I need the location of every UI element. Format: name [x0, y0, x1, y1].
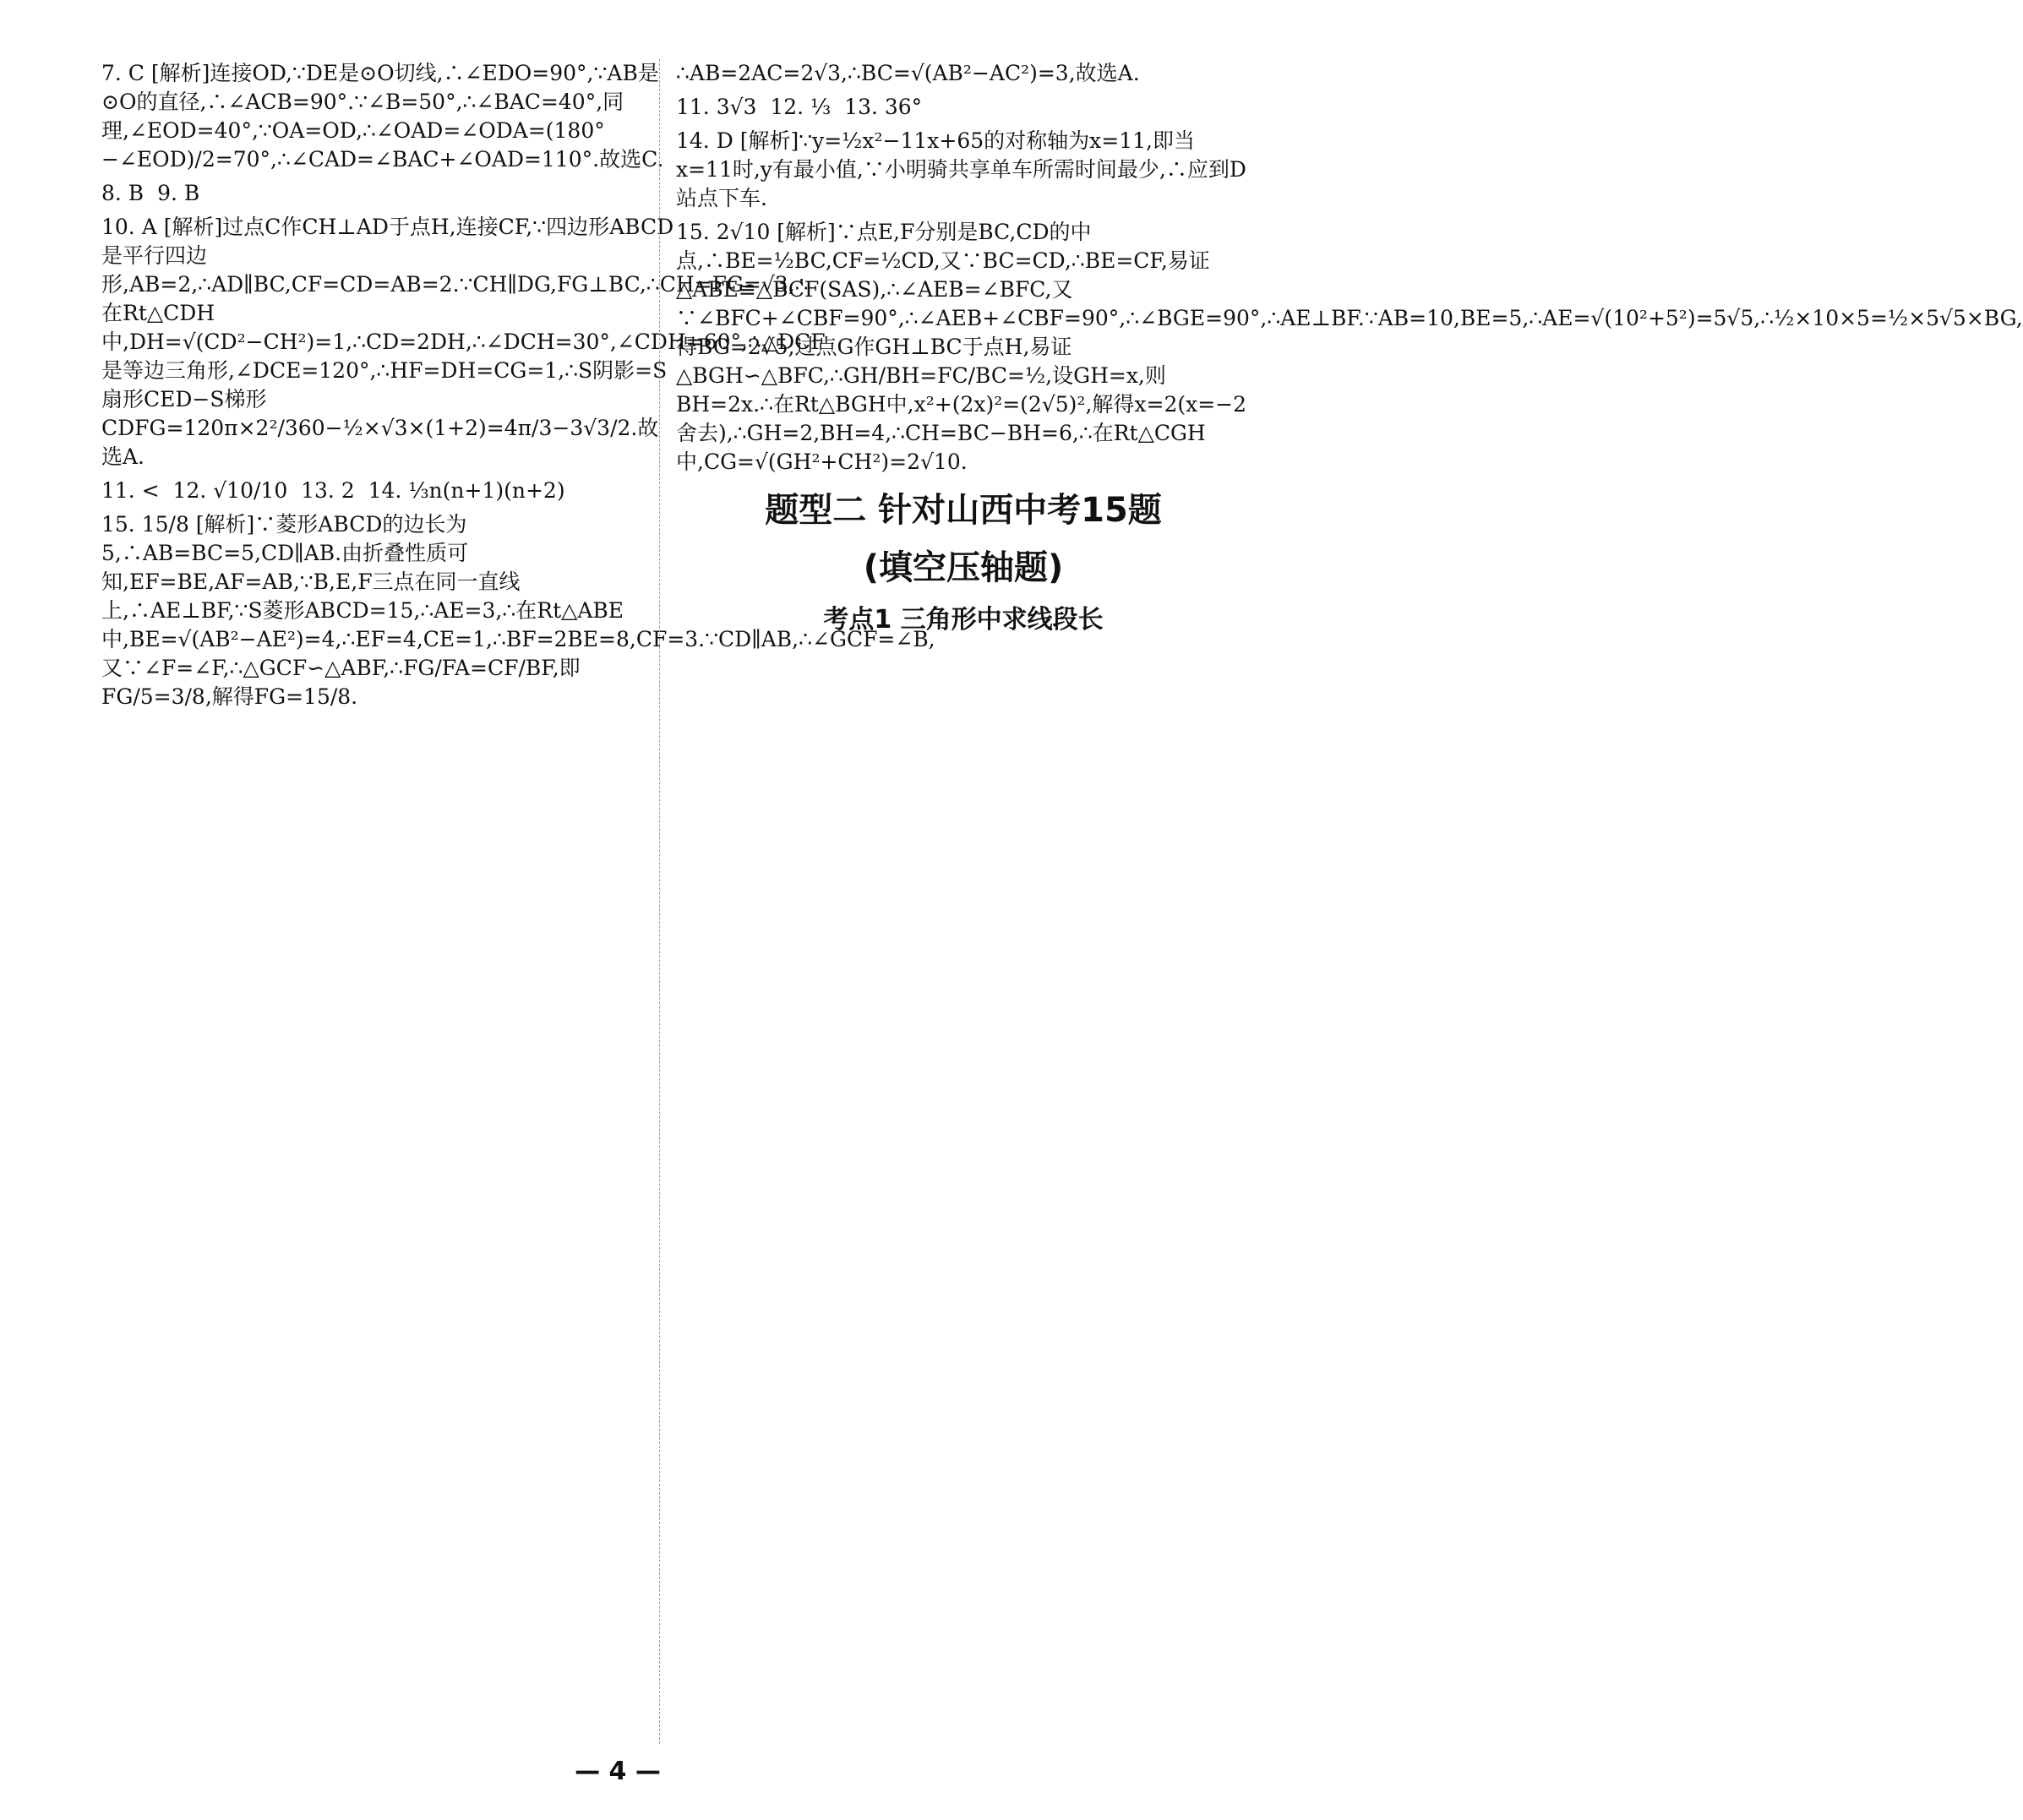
section-subtitle: (填空压轴题) [863, 548, 1064, 587]
solution-item: 15. 15/8 [解析]∵菱形ABCD的边长为5,∴AB=BC=5,CD∥AB.由折叠性质可知,EF=BE,AF=AB,∵B,E,F三点在同一直线上,∴AE⊥BF,∵S菱形ABCD=15,∴AE=3,∴在Rt△ABE中,BE=√(AB²−AE²)=4,∴EF=4,CE=1,∴BF=2BE=8,CF=3.∵CD∥AB,∴∠GCF=∠B,又∵∠F=∠F,∴△GCF∽△ABF,∴FG/FA=CF/BF,即FG/5=3/8,解得FG=15/8. [101, 512, 935, 709]
solution-item: 8. B 9. B [101, 181, 200, 205]
solution-item: 11. < 12. √10/10 13. 2 14. ⅓n(n+1)(n+2) [101, 478, 565, 503]
solution-item: 11. 3√3 12. ⅓ 13. 36° [676, 95, 923, 119]
solution-item: 7. C [解析]连接OD,∵DE是⊙O切线,∴∠EDO=90°,∵AB是⊙O的直径,∴∠ACB=90°.∵∠B=50°,∴∠BAC=40°,同理,∠EOD=40°,∵OA=OD,∴∠OAD=∠ODA=(180°−∠EOD)/2=70°,∴∠CAD=∠BAC+∠OAD=110°.故选C. [101, 61, 664, 172]
column-divider [659, 59, 660, 1744]
right-column [676, 59, 2023, 644]
solution-item: 10. A [解析]过点C作CH⊥AD于点H,连接CF,∵四边形ABCD是平行四边形,AB=2,∴AD∥BC,CF=CD=AB=2.∵CH∥DG,FG⊥BC,∴CH=FG=√3,∴在Rt△CDH中,DH=√(CD²−CH²)=1,∴CD=2DH,∴∠DCH=30°,∠CDH=60°,∴△DCF是等边三角形,∠DCE=120°,∴HF=DH=CG=1,∴S阴影=S扇形CED−S梯形CDFG=120π×2²/360−½×√3×(1+2)=4π/3−3√3/2.故选A. [101, 215, 826, 469]
topic-title: 考点1 三角形中求线段长 [823, 605, 1104, 635]
solution-item: ∴AB=2AC=2√3,∴BC=√(AB²−AC²)=3,故选A. [676, 61, 1140, 85]
page-number: — 4 — [575, 1757, 661, 1786]
solution-item: 14. D [解析]∵y=½x²−11x+65的对称轴为x=11,即当x=11时,y有最小值,∵小明骑共享单车所需时间最少,∴应到D站点下车. [676, 128, 1246, 210]
solution-item: 15. 2√10 [解析]∵点E,F分别是BC,CD的中点,∴BE=½BC,CF=½CD,又∵BC=CD,∴BE=CF,易证△ABE≌△BCF(SAS),∴∠AEB=∠BFC,又∵∠BFC+∠CBF=90°,∴∠AEB+∠CBF=90°,∴∠BGE=90°,∴AE⊥BF.∵AB=10,BE=5,∴AE=√(10²+5²)=5√5,∴½×10×5=½×5√5×BG,得BG=2√5,过点G作GH⊥BC于点H,易证△BGH∽△BFC,∴GH/BH=FC/BC=½,设GH=x,则BH=2x.∴在Rt△BGH中,x²+(2x)²=(2√5)²,解得x=2(x=−2舍去),∴GH=2,BH=4,∴CH=BC−BH=6,∴在Rt△CGH中,CG=√(GH²+CH²)=2√10. [676, 220, 2023, 474]
section-title: 题型二 针对山西中考15题 [765, 491, 1162, 530]
